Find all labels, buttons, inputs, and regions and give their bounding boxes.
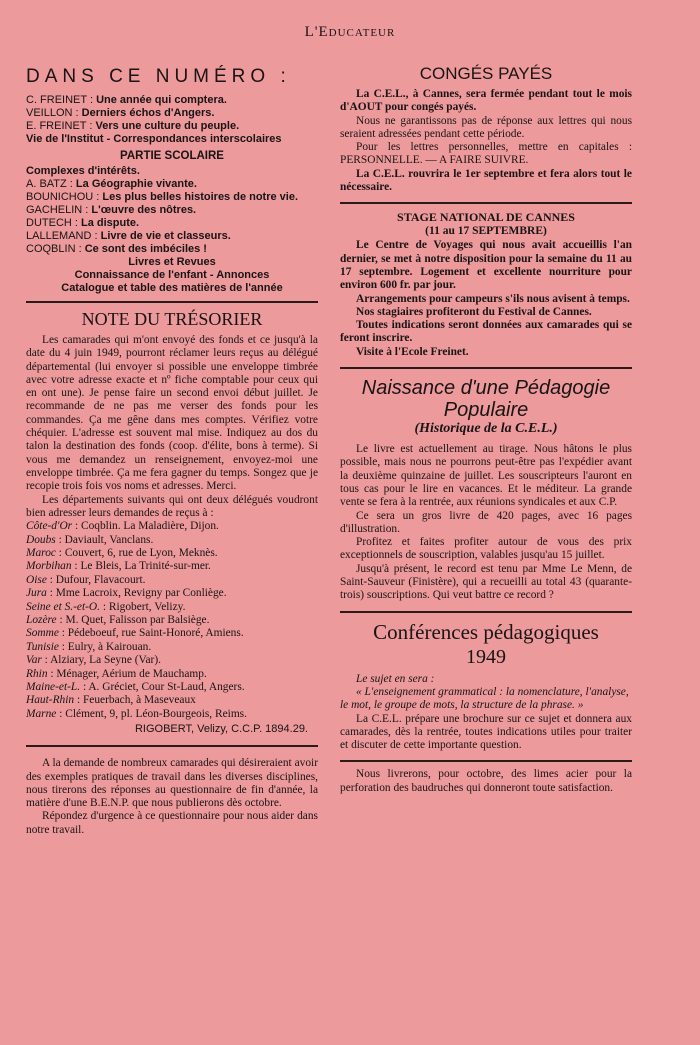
toc-footer-line: Catalogue et table des matières de l'année: [61, 282, 283, 294]
conges-title: CONGÉS PAYÉS: [419, 64, 553, 83]
paragraph: Nous livrerons, pour octobre, des limes acier pour la perforation des baudruches qui donneront toute satisfaction.: [340, 768, 632, 794]
toc-entry: Complexes d'intérêts.: [26, 165, 140, 177]
department-item: Morbihan : Le Bleis, La Trinité-sur-mer.: [26, 560, 211, 573]
toc-entry: Vie de l'Institut - Correspondances interscolaires: [26, 133, 282, 145]
conferences-intro-block: [340, 673, 632, 713]
paragraph: Le sujet en sera :: [356, 672, 435, 685]
department-item: Oise : Dufour, Flavacourt.: [26, 573, 146, 586]
paragraph: Les camarades qui m'ont envoyé des fonds et ce jusqu'à la date du 4 juin 1949, pourront réclamer leurs reçus au délégué départemental (lui envoyer si possible une enveloppe timbrée avec votre adresse exacte et nº fiche comptable pour ceux qui en ont une). Je pense faire un second envoi début juillet. Je recommande de ne pas me verser des fonds pour les commandes. Ça me gêne dans mes comptes. Vérifiez votre chéquier. L'adresse est souvent mal mise. Indiquez au dos du talon la destination des fonds (coop. d'élite, bons à terme). Si vous me demandez un renseignement, envoyez-moi une enveloppe timbrée. Ça me fera gagner du temps. Songez que je recopie trois fois vos noms et adresses. Merci.: [26, 334, 318, 493]
section-divider: [340, 760, 632, 762]
conferences-title: Conférences pédagogiques: [373, 619, 599, 644]
demande-body: [26, 757, 318, 837]
toc-footer-line: Connaissance de l'enfant - Annonces: [74, 269, 270, 281]
toc-title: DANS CE NUMÉRO :: [26, 66, 291, 87]
conges-body: [340, 88, 632, 194]
toc-entry: A. BATZ : La Géographie vivante.: [26, 178, 197, 190]
limes-body: [340, 768, 632, 795]
department-item: Maroc : Couvert, 6, rue de Lyon, Meknès.: [26, 546, 218, 559]
conferences-year: 1949: [466, 645, 506, 668]
paragraph: Pour les lettres personnelles, mettre en capitales : PERSONNELLE. — A FAIRE SUIVRE.: [340, 141, 632, 167]
paragraph: Visite à l'Ecole Freinet.: [356, 345, 469, 358]
toc-footer-line: Livres et Revues: [128, 256, 216, 268]
paragraph: Toutes indications seront données aux camarades qui se feront inscrire.: [340, 319, 632, 345]
department-item: Jura : Mme Lacroix, Revigny par Conliège.: [26, 587, 227, 600]
department-item: Seine et S.-et-O. : Rigobert, Velizy.: [26, 600, 186, 613]
section-divider: [26, 301, 318, 303]
tresorier-title: NOTE DU TRÉSORIER: [81, 309, 263, 329]
tresorier-body: [26, 334, 318, 520]
toc-entry: COQBLIN : Ce sont des imbéciles !: [26, 243, 207, 255]
naissance-subtitle: (Historique de la C.E.L.): [414, 421, 558, 437]
department-item: Maine-et-L. : A. Gréciet, Cour St-Laud, Angers.: [26, 681, 245, 694]
paragraph: Jusqu'à présent, le record est tenu par Mme Le Menn, de Saint-Sauveur (Finistère), qui a recueilli au total 43 (quarante-trois) souscriptions. Qui veut battre ce record ?: [340, 562, 632, 602]
conferences-body: [340, 713, 632, 753]
quote: « L'enseignement grammatical : la nomenclature, l'analyse, le mot, le groupe de mots, la structure de la phrase. »: [340, 685, 629, 712]
paragraph: Ce sera un gros livre de 420 pages, avec 16 pages d'illustration.: [340, 509, 632, 535]
paragraph: Nos stagiaires profiteront du Festival de Cannes.: [356, 305, 592, 318]
running-header: L'Educateur: [304, 24, 396, 40]
right-column: [340, 62, 632, 795]
naissance-title-line2: Populaire: [443, 399, 529, 422]
section-divider: [340, 202, 632, 204]
stage-title: STAGE NATIONAL DE CANNES: [397, 210, 575, 225]
paragraph: Répondez d'urgence à ce questionnaire pour nous aider dans notre travail.: [26, 810, 318, 836]
department-item: Somme : Pédeboeuf, rue Saint-Honoré, Amiens.: [26, 627, 244, 640]
toc-entry: GACHELIN : L'œuvre des nôtres.: [26, 204, 197, 216]
department-item: Lozère : M. Quet, Falisson par Balsiège.: [26, 614, 210, 626]
toc-school-entries: [26, 165, 318, 256]
paragraph: Le Centre de Voyages qui nous avait accueillis l'an dernier, se met à notre disposition pour la semaine du 11 au 17 septembre. Logement et excellente nourriture pour environ 600 fr. par jour.: [340, 239, 632, 292]
paragraph: Arrangements pour campeurs s'ils nous avisent à temps.: [356, 292, 630, 305]
left-column: [26, 62, 318, 837]
section-divider: [340, 367, 632, 369]
paragraph: Nous ne garantissons pas de réponse aux lettres qui nous seraient adressées pendant cette période.: [340, 114, 632, 140]
toc-entry: DUTECH : La dispute.: [26, 217, 140, 229]
naissance-body: [340, 443, 632, 603]
department-item: Var : Alziary, La Seyne (Var).: [26, 654, 161, 667]
department-item: Haut-Rhin : Feuerbach, à Maseveaux: [26, 694, 196, 707]
department-item: Rhin : Ménager, Aérium de Mauchamp.: [26, 667, 207, 680]
department-item: Tunisie : Eulry, à Kairouan.: [26, 640, 152, 653]
tresorier-signature: RIGOBERT, Velizy, C.C.P. 1894.29.: [134, 723, 308, 736]
department-item: Côte-d'Or : Coqblin. La Maladière, Dijon.: [26, 520, 219, 533]
department-item: Marne : Clément, 9, pl. Léon-Bourgeois, Reims.: [26, 707, 247, 720]
department-list: [26, 520, 318, 721]
stage-body: [340, 239, 632, 359]
paragraph: A la demande de nombreux camarades qui désireraient avoir des exemples pratiques de travail dans les diverses disciplines, nous tirerons des réponses au questionnaire de fin d'année, la matière d'une B.E.N.P. que nous publierons dès octobre.: [26, 757, 318, 810]
paragraph: Le livre est actuellement au tirage. Nous hâtons le plus possible, mais nous ne pourrons peut-être pas l'expédier avant la deuxième quinzaine de juillet. Les souscripteurs l'auront en tous cas pour le lire en vacances. Et le méditeur. La grande vente se fera à la rentrée, aux réunions syndicales et aux C.P.: [340, 443, 632, 509]
toc-entry: C. FREINET : Une année qui comptera.: [26, 94, 227, 106]
paragraph: Profitez et faites profiter autour de vous des prix exceptionnels de souscription, valables jusqu'au 15 juillet.: [340, 536, 632, 562]
toc-entry: VEILLON : Derniers échos d'Angers.: [26, 107, 215, 119]
department-item: Doubs : Daviault, Vanclans.: [26, 533, 154, 546]
toc-subheading: PARTIE SCOLAIRE: [120, 150, 224, 162]
paragraph: La C.E.L. prépare une brochure sur ce sujet et donnera aux camarades, dès la rentrée, toutes indications utiles pour traiter et discuter de cette importante question.: [340, 712, 632, 752]
toc-entry: BOUNICHOU : Les plus belles histoires de notre vie.: [26, 191, 299, 203]
stage-dates: (11 au 17 SEPTEMBRE): [425, 225, 547, 238]
toc-entry: LALLEMAND : Livre de vie et classeurs.: [26, 230, 231, 242]
toc-entry: E. FREINET : Vers une culture du peuple.: [26, 120, 240, 132]
naissance-title-line1: Naissance d'une Pédagogie: [361, 377, 611, 400]
section-divider: [340, 611, 632, 613]
paragraph: La C.E.L. rouvrira le 1er septembre et fera alors tout le nécessaire.: [340, 167, 632, 194]
toc-entries: [26, 94, 318, 146]
paragraph: Les départements suivants qui ont deux délégués voudront bien adresser leurs demandes de reçus à :: [26, 493, 318, 519]
paragraph: La C.E.L., à Cannes, sera fermée pendant tout le mois d'AOUT pour congés payés.: [340, 88, 632, 114]
section-divider: [26, 745, 318, 747]
